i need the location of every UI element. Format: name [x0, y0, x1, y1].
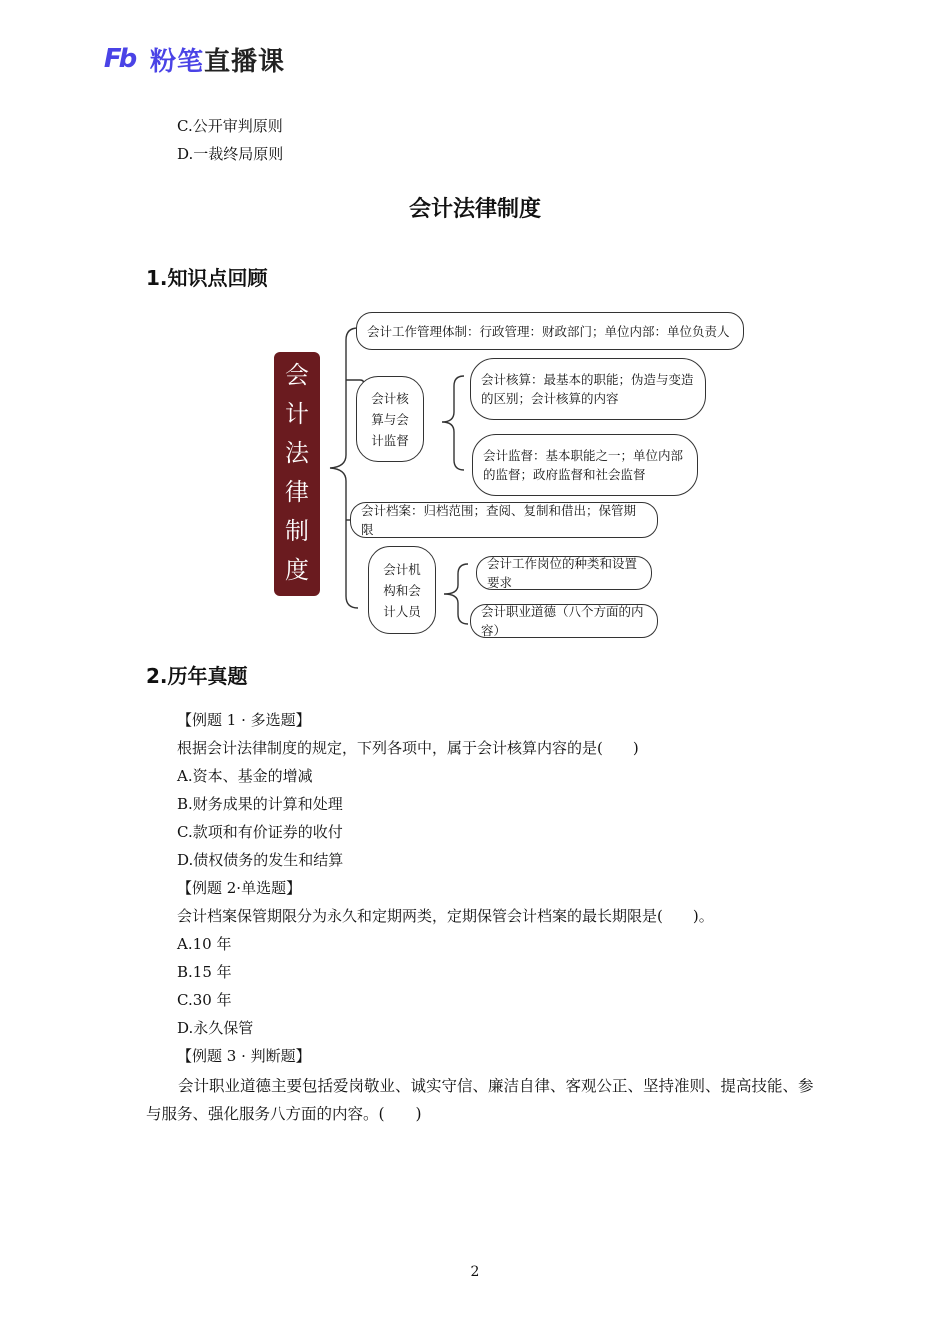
- example-option: B.财务成果的计算和处理: [177, 795, 343, 813]
- example-question: 会计职业道德主要包括爱岗敬业、诚实守信、廉洁自律、客观公正、坚持准则、提高技能、参与服务、强化服务八方面的内容。( ): [146, 1077, 814, 1123]
- root-char: 计: [285, 400, 309, 428]
- example-tag: 【例题 1 · 多选题】: [177, 711, 311, 729]
- option-d-prev: D.一裁终局原则: [177, 145, 284, 163]
- logo-mark: Fb: [103, 44, 135, 74]
- node-line: 算与会: [371, 411, 409, 427]
- example-option: C.30 年: [177, 991, 232, 1009]
- page-title: 会计法律制度: [408, 197, 541, 222]
- root-char: 制: [285, 517, 309, 545]
- mindmap-root: [274, 352, 320, 596]
- node-line: 构和会: [383, 582, 421, 598]
- branch-accounting-management: 会计工作管理体制：行政管理：财政部门；单位内部：单位负责人: [356, 312, 744, 350]
- mind-map: [260, 300, 740, 640]
- logo-brand: 粉笔: [150, 46, 205, 77]
- example-option: D.债权债务的发生和结算: [177, 851, 344, 869]
- example-option: B.15 年: [177, 963, 232, 981]
- branch-accounting-archive: 会计档案：归档范围；查阅、复制和借出；保管期限: [350, 502, 658, 538]
- example-question: 根据会计法律制度的规定，下列各项中，属于会计核算内容的是( ): [177, 739, 639, 757]
- option-c-prev: C.公开审判原则: [177, 117, 283, 135]
- example-option: A.资本、基金的增减: [177, 767, 313, 785]
- section-heading-past-exams: 2.历年真题: [146, 664, 248, 688]
- section-heading-review: 1.知识点回顾: [146, 266, 268, 290]
- root-char: 律: [285, 478, 309, 506]
- brand-logo: [96, 40, 285, 78]
- leaf-accounting-supervise: 会计监督：基本职能之一；单位内部的监督；政府监督和社会监督: [472, 434, 698, 496]
- node-line: 计人员: [383, 603, 421, 619]
- node-line: 会计核: [371, 390, 409, 406]
- branch-accounting-supervision: [356, 376, 424, 462]
- page-number: 2: [470, 1264, 480, 1280]
- logo-text: [150, 41, 285, 78]
- root-char: 法: [285, 439, 309, 467]
- example-option: A.10 年: [177, 935, 232, 953]
- example-tag: 【例题 3 · 判断题】: [177, 1047, 311, 1065]
- example-question: 会计档案保管期限分为永久和定期两类，定期保管会计档案的最长期限是( )。: [177, 907, 714, 925]
- leaf-professional-ethics: 会计职业道德（八个方面的内容）: [470, 604, 658, 638]
- branch-accounting-org: [368, 546, 436, 634]
- root-char: 度: [285, 556, 309, 584]
- root-char: 会: [285, 361, 309, 389]
- example-option: D.永久保管: [177, 1019, 254, 1037]
- node-line: 会计机: [383, 561, 421, 577]
- logo-suffix: 直播课: [204, 46, 286, 77]
- example-tag: 【例题 2·单选题】: [177, 879, 302, 897]
- leaf-accounting-calc: 会计核算：最基本的职能；伪造与变造的区别；会计核算的内容: [470, 358, 706, 420]
- example-option: C.款项和有价证券的收付: [177, 823, 343, 841]
- leaf-job-positions: 会计工作岗位的种类和设置要求: [476, 556, 652, 590]
- node-line: 计监督: [371, 432, 409, 448]
